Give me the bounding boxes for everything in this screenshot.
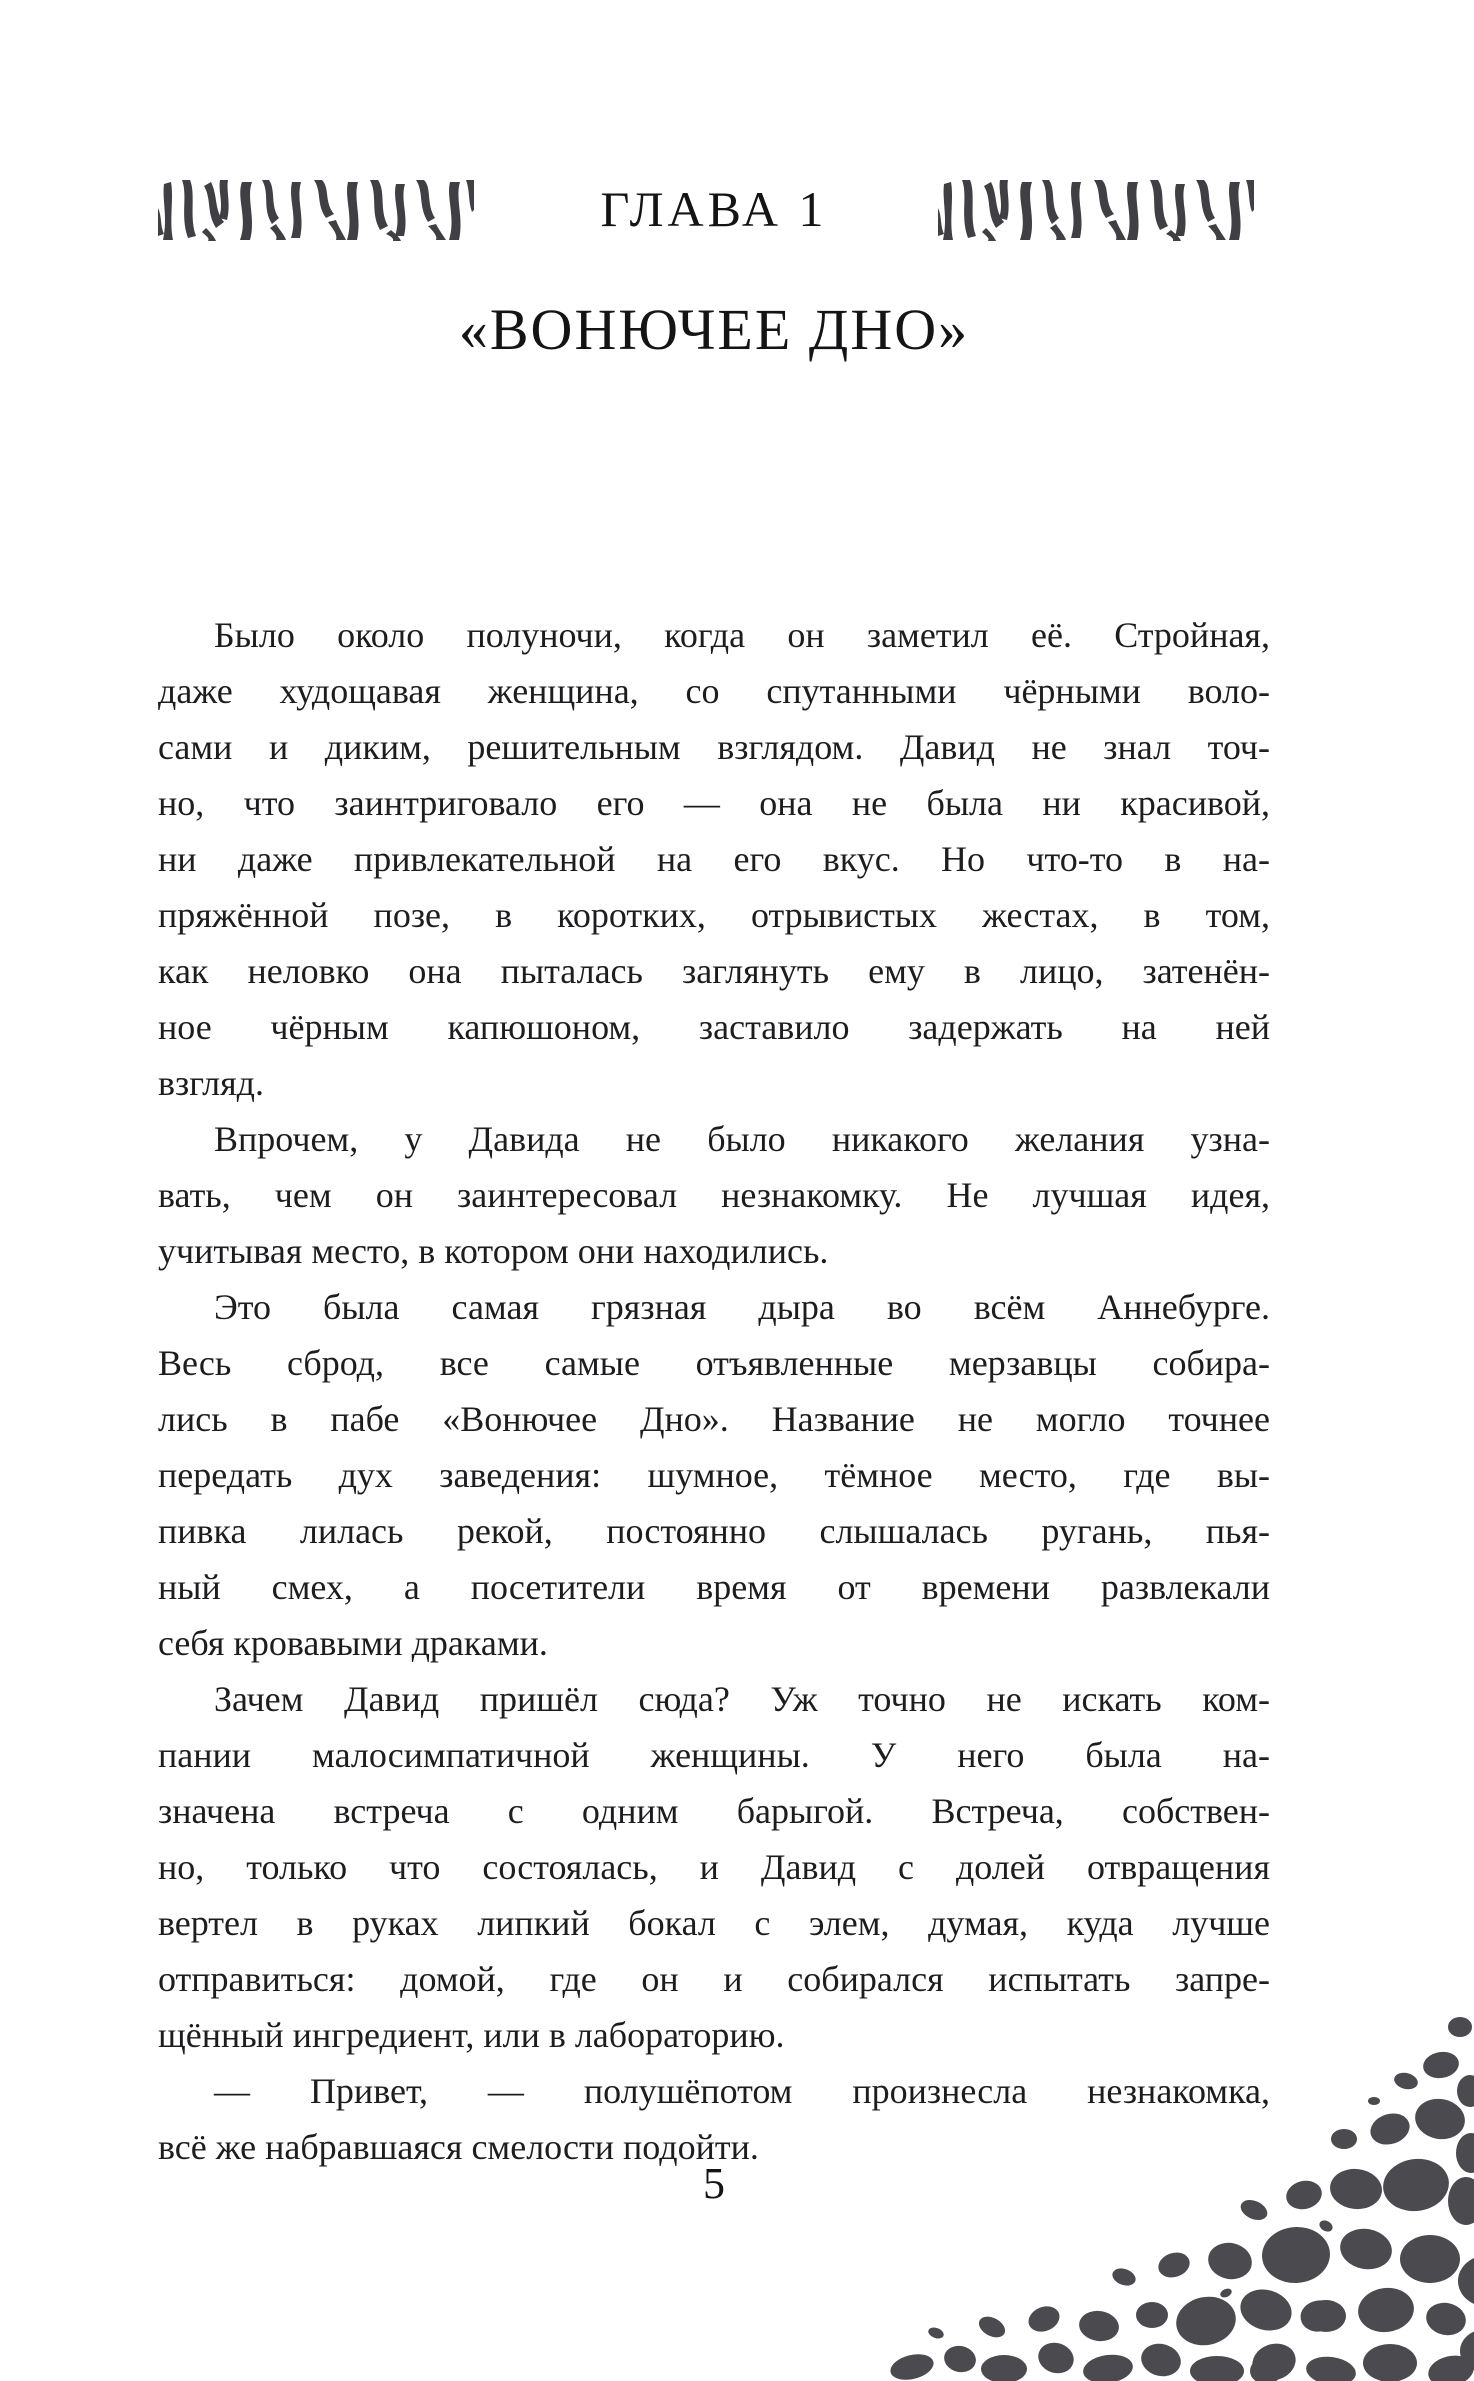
page-number: 5 (703, 2159, 725, 2208)
text-line: — Привет, — полушёпотом произнесла незнакомка, (214, 2071, 1270, 2111)
text-line: лись в пабе «Вонючее Дно». Название не могло точнее (158, 1399, 1270, 1439)
tiger-stripes-right-icon (938, 178, 1254, 242)
text-line: себя кровавыми драками. (158, 1623, 548, 1663)
text-line: Это была самая грязная дыра во всём Аннебурге. (214, 1287, 1270, 1327)
text-line: но, только что состоялась, и Давид с долей отвращения (158, 1847, 1270, 1887)
text-line: щённый ингредиент, или в лабораторию. (158, 2015, 785, 2055)
leopard-spots-icon (874, 1981, 1474, 2381)
text-line: вертел в руках липкий бокал с элем, думая, куда лучше (158, 1903, 1270, 1943)
paragraph (158, 1111, 1270, 1279)
text-line: пании малосимпатичной женщины. У него была на- (158, 1735, 1270, 1775)
text-line: сами и диким, решительным взглядом. Давид не знал точ- (158, 727, 1270, 767)
body-text (158, 607, 1270, 2175)
chapter-header (158, 178, 1270, 242)
text-line: как неловко она пыталась заглянуть ему в лицо, затенён- (158, 951, 1270, 991)
text-line: Впрочем, у Давида не было никакого желания узна- (214, 1119, 1270, 1159)
chapter-label: ГЛАВА 1 (600, 181, 828, 237)
text-line: даже худощавая женщина, со спутанными чёрными воло- (158, 671, 1270, 711)
text-line: вать, чем он заинтересовал незнакомку. Не лучшая идея, (158, 1175, 1270, 1215)
text-line: значена встреча с одним барыгой. Встреча, собствен- (158, 1791, 1270, 1831)
paragraph (158, 1279, 1270, 1671)
text-line: всё же набравшаяся смелости подойти. (158, 2127, 759, 2167)
text-line: передать дух заведения: шумное, тёмное место, где вы- (158, 1455, 1270, 1495)
text-line: взгляд. (158, 1063, 264, 1103)
text-line: ное чёрным капюшоном, заставило задержать на ней (158, 1007, 1270, 1047)
chapter-title: «ВОНЮЧЕЕ ДНО» (458, 297, 970, 362)
paragraph (158, 607, 1270, 1111)
text-line: пивка лилась рекой, постоянно слышалась ругань, пья- (158, 1511, 1270, 1551)
text-line: учитывая место, в котором они находились. (158, 1231, 829, 1271)
text-line: Было около полуночи, когда он заметил её. Стройная, (214, 615, 1270, 655)
text-line: ный смех, а посетители время от времени развлекали (158, 1567, 1270, 1607)
text-line: но, что заинтриговало его — она не была ни красивой, (158, 783, 1270, 823)
text-line: пряжённой позе, в коротких, отрывистых жестах, в том, (158, 895, 1270, 935)
text-line: Зачем Давид пришёл сюда? Уж точно не искать ком- (214, 1679, 1270, 1719)
text-line: ни даже привлекательной на его вкус. Но что-то в на- (158, 839, 1270, 879)
text-line: Весь сброд, все самые отъявленные мерзавцы собира- (158, 1343, 1270, 1383)
text-line: отправиться: домой, где он и собирался испытать запре- (158, 1959, 1270, 1999)
